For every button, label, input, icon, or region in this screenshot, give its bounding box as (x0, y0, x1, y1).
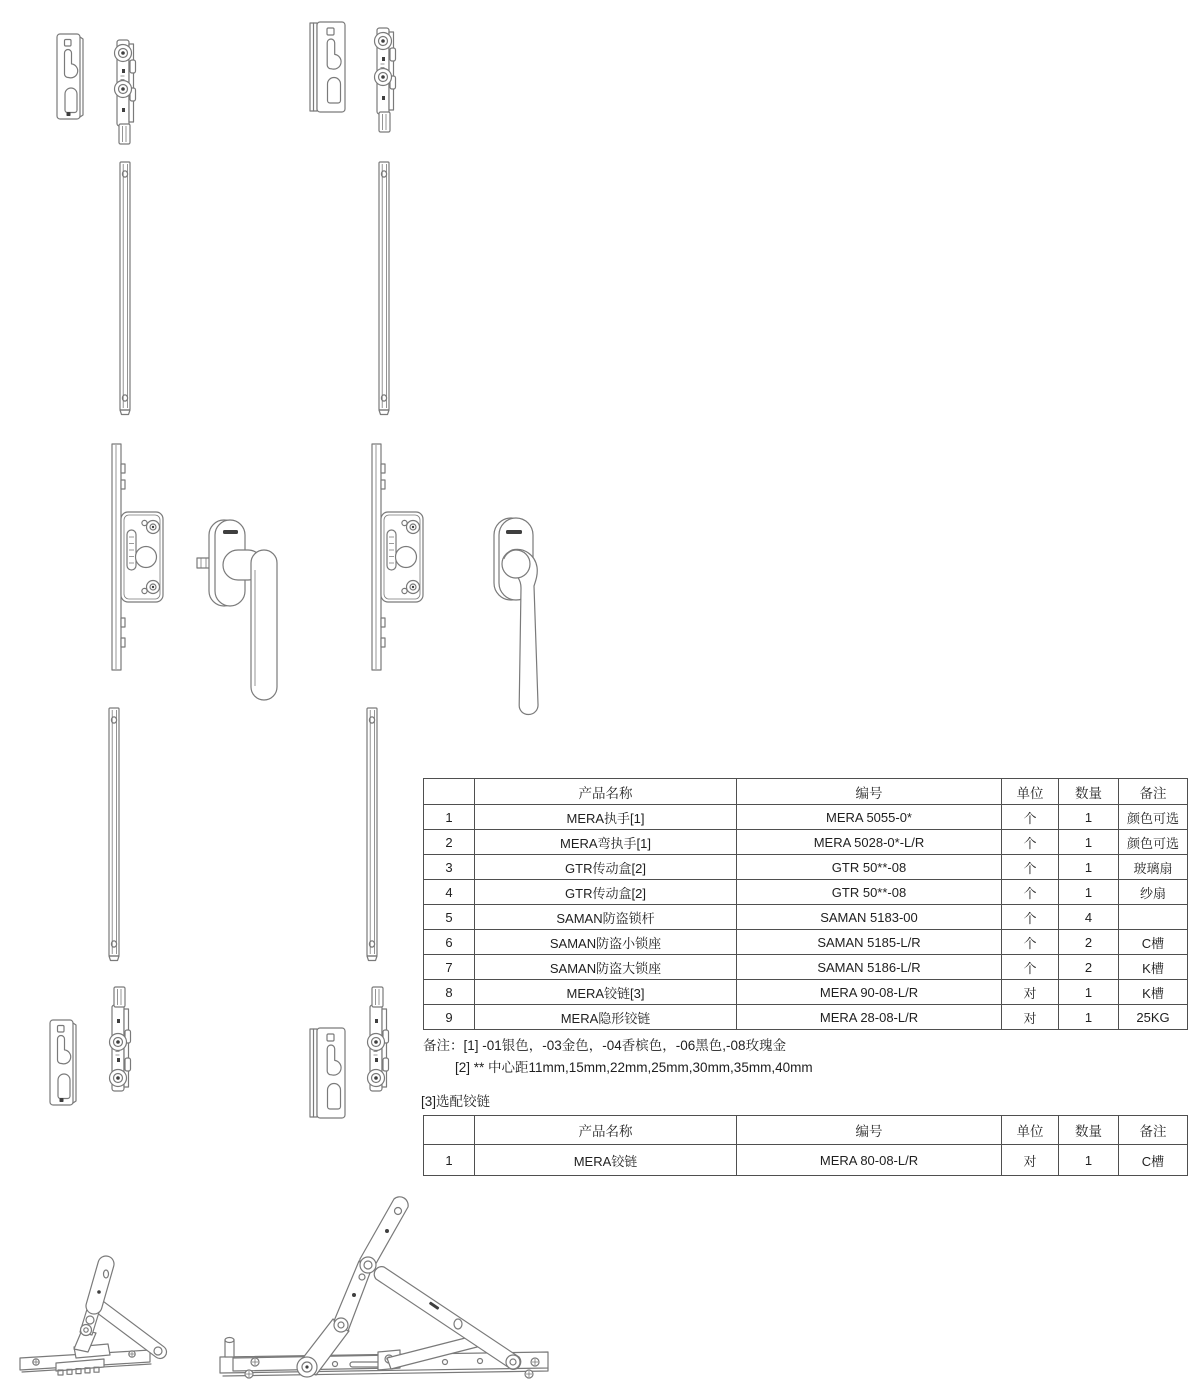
cell-remark: K槽 (1119, 980, 1188, 1005)
cell-product-name: GTR传动盒[2] (475, 880, 737, 905)
cell-product-name: MERA隐形铰链 (475, 1005, 737, 1030)
optional-table-header-row (424, 1116, 1188, 1145)
cell-product-name: SAMAN防盗大锁座 (475, 955, 737, 980)
cell-product-name: MERA执手[1] (475, 805, 737, 830)
col-header-unit: 单位 (1002, 1116, 1059, 1145)
cell-index: 5 (424, 905, 475, 930)
cell-remark: 25KG (1119, 1005, 1188, 1030)
cell-index: 1 (424, 805, 475, 830)
cell-unit: 个 (1002, 805, 1059, 830)
remark-note-line1: 备注：[1] -01银色，-03金色，-04香槟色，-06黑色,-08玫瑰金 (423, 1038, 787, 1053)
anti-theft-lock-point-drawing (115, 40, 136, 144)
cell-code: MERA 28-08-L/R (737, 1005, 1002, 1030)
cell-code: GTR 50**-08 (737, 855, 1002, 880)
table-row (424, 905, 1188, 930)
cell-unit: 对 (1002, 1145, 1059, 1176)
cell-index: 3 (424, 855, 475, 880)
cell-code: SAMAN 5185-L/R (737, 930, 1002, 955)
lock-rod-drawing (379, 162, 389, 415)
lock-rod-drawing (367, 708, 377, 961)
friction-hinge-large-drawing (220, 1197, 548, 1378)
table-row (424, 955, 1188, 980)
parts-table (423, 778, 1188, 1030)
col-header-qty: 数量 (1059, 779, 1119, 805)
cell-product-name: MERA弯执手[1] (475, 830, 737, 855)
cell-code: SAMAN 5183-00 (737, 905, 1002, 930)
cell-product-name: MERA铰链 (475, 1145, 737, 1176)
lock-rod-drawing (109, 708, 119, 961)
gear-drive-box-drawing (372, 444, 423, 670)
anti-theft-keeper-large-drawing (310, 1028, 345, 1118)
cell-remark: C槽 (1119, 930, 1188, 955)
cell-qty: 1 (1059, 805, 1119, 830)
col-header-remark: 备注 (1119, 1116, 1188, 1145)
bent-window-handle-drawing (494, 518, 538, 715)
cell-index: 4 (424, 880, 475, 905)
col-header-remark: 备注 (1119, 779, 1188, 805)
cell-remark: 颜色可选 (1119, 805, 1188, 830)
cell-qty: 1 (1059, 855, 1119, 880)
col-header-product-name: 产品名称 (475, 779, 737, 805)
table-row (424, 1005, 1188, 1030)
optional-hinge-table (423, 1115, 1188, 1176)
cell-remark: 颜色可选 (1119, 830, 1188, 855)
cell-remark: 纱扇 (1119, 880, 1188, 905)
cell-qty: 1 (1059, 1145, 1119, 1176)
cell-remark: C槽 (1119, 1145, 1188, 1176)
table-row (424, 1145, 1188, 1176)
cell-product-name: MERA铰链[3] (475, 980, 737, 1005)
cell-qty: 1 (1059, 980, 1119, 1005)
parts-table-header-row (424, 779, 1188, 805)
table-row (424, 980, 1188, 1005)
cell-remark: K槽 (1119, 955, 1188, 980)
cell-qty: 2 (1059, 930, 1119, 955)
cell-product-name: SAMAN防盗锁杆 (475, 905, 737, 930)
cell-remark: 玻璃扇 (1119, 855, 1188, 880)
cell-unit: 对 (1002, 1005, 1059, 1030)
lock-rod-drawing (120, 162, 130, 415)
cell-unit: 个 (1002, 880, 1059, 905)
cell-qty: 4 (1059, 905, 1119, 930)
anti-theft-lock-point-drawing (110, 987, 131, 1091)
anti-theft-keeper-small-drawing (57, 34, 83, 119)
cell-unit: 个 (1002, 905, 1059, 930)
cell-qty: 1 (1059, 1005, 1119, 1030)
anti-theft-keeper-large-drawing (310, 22, 345, 112)
cell-product-name: SAMAN防盗小锁座 (475, 930, 737, 955)
col-header-product-name: 产品名称 (475, 1116, 737, 1145)
anti-theft-lock-point-drawing (368, 987, 389, 1091)
col-header-index (424, 779, 475, 805)
cell-remark (1119, 905, 1188, 930)
table-row (424, 855, 1188, 880)
col-header-qty: 数量 (1059, 1116, 1119, 1145)
col-header-index (424, 1116, 475, 1145)
gear-drive-box-drawing (112, 444, 163, 670)
cell-qty: 1 (1059, 880, 1119, 905)
cell-index: 9 (424, 1005, 475, 1030)
cell-unit: 个 (1002, 930, 1059, 955)
table-row (424, 830, 1188, 855)
cell-code: MERA 80-08-L/R (737, 1145, 1002, 1176)
table-row (424, 805, 1188, 830)
cell-unit: 个 (1002, 955, 1059, 980)
cell-index: 8 (424, 980, 475, 1005)
col-header-code: 编号 (737, 1116, 1002, 1145)
cell-code: GTR 50**-08 (737, 880, 1002, 905)
cell-index: 7 (424, 955, 475, 980)
friction-hinge-small-drawing (20, 1256, 166, 1375)
cell-code: MERA 5055-0* (737, 805, 1002, 830)
window-handle-drawing (197, 520, 277, 700)
anti-theft-lock-point-drawing (375, 28, 396, 132)
table-row (424, 930, 1188, 955)
remark-note-line2: [2] ** 中心距11mm,15mm,22mm,25mm,30mm,35mm,40mm (455, 1060, 813, 1075)
col-header-code: 编号 (737, 779, 1002, 805)
cell-qty: 1 (1059, 830, 1119, 855)
cell-index: 6 (424, 930, 475, 955)
col-header-unit: 单位 (1002, 779, 1059, 805)
cell-code: MERA 5028-0*-L/R (737, 830, 1002, 855)
cell-unit: 个 (1002, 830, 1059, 855)
cell-code: MERA 90-08-L/R (737, 980, 1002, 1005)
optional-hinge-label: [3]选配铰链 (421, 1094, 491, 1109)
cell-qty: 2 (1059, 955, 1119, 980)
anti-theft-keeper-small-drawing (50, 1020, 76, 1105)
cell-index: 2 (424, 830, 475, 855)
cell-unit: 对 (1002, 980, 1059, 1005)
cell-product-name: GTR传动盒[2] (475, 855, 737, 880)
table-row (424, 880, 1188, 905)
cell-index: 1 (424, 1145, 475, 1176)
cell-code: SAMAN 5186-L/R (737, 955, 1002, 980)
cell-unit: 个 (1002, 855, 1059, 880)
